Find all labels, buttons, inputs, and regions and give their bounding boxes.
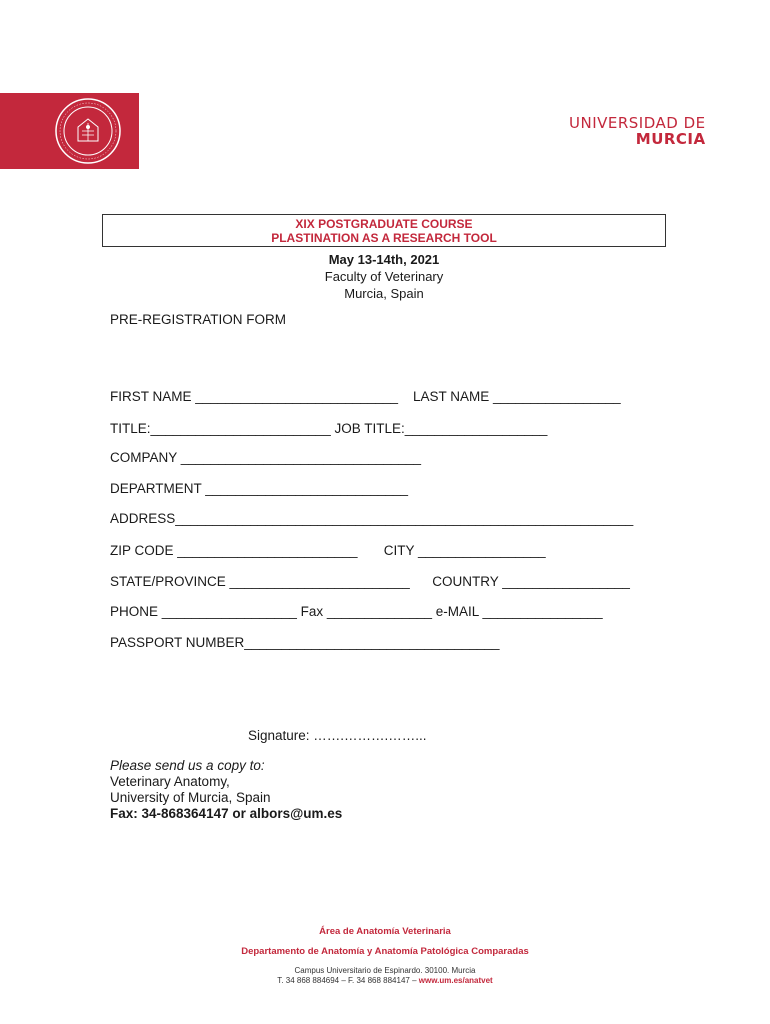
course-title-line2: PLASTINATION AS A RESEARCH TOOL	[271, 231, 497, 245]
footer-website-link[interactable]: www.um.es/anatvet	[418, 976, 493, 985]
event-location: Murcia, Spain	[344, 286, 424, 301]
company-field-row[interactable]: COMPANY ________________________________	[110, 450, 422, 465]
university-logo-line2: MURCIA	[635, 130, 706, 148]
contact-line1: Veterinary Anatomy,	[110, 774, 230, 789]
department-field-row[interactable]: DEPARTMENT ___________________________	[110, 481, 408, 496]
title-fields-row[interactable]: TITLE:________________________ JOB TITLE:___________________	[110, 421, 548, 436]
footer-phone-numbers: T. 34 868 884694 – F. 34 868 884147 –	[277, 976, 419, 985]
contact-intro: Please send us a copy to:	[110, 758, 265, 773]
footer	[0, 926, 770, 986]
footer-phones	[0, 976, 770, 986]
course-title-line1: XIX POSTGRADUATE COURSE	[295, 217, 473, 231]
contact-fax-email: Fax: 34-868364147 or albors@um.es	[110, 806, 343, 821]
phone-fax-email-fields-row[interactable]: PHONE __________________ Fax ______________ e-MAIL ________________	[110, 604, 603, 619]
event-date: May 13-14th, 2021	[328, 252, 440, 267]
footer-department: Departamento de Anatomía y Anatomía Patológica Comparadas	[241, 946, 529, 957]
contact-line2: University of Murcia, Spain	[110, 790, 271, 805]
event-info	[102, 251, 666, 302]
name-fields-row[interactable]: FIRST NAME ___________________________ LAST NAME _________________	[110, 389, 621, 404]
university-logo	[569, 115, 706, 147]
address-field-row[interactable]: ADDRESS_____________________________________________________________	[110, 511, 634, 526]
form-heading: PRE-REGISTRATION FORM	[110, 312, 287, 327]
zip-city-fields-row[interactable]: ZIP CODE ________________________ CITY _________________	[110, 543, 546, 558]
state-country-fields-row[interactable]: STATE/PROVINCE ________________________ COUNTRY _________________	[110, 574, 630, 589]
signature-field[interactable]: Signature: …….……….……...	[248, 728, 427, 743]
contact-block	[110, 758, 342, 822]
university-logo-line1: UNIVERSIDAD DE	[569, 114, 706, 132]
passport-field-row[interactable]: PASSPORT NUMBER__________________________________	[110, 635, 500, 650]
event-venue: Faculty of Veterinary	[324, 269, 444, 284]
university-seal-icon	[54, 97, 122, 165]
footer-address: Campus Universitario de Espinardo. 30100. Murcia	[294, 966, 476, 975]
footer-area: Área de Anatomía Veterinaria	[319, 926, 451, 937]
course-title-box	[102, 214, 666, 247]
university-seal-banner	[0, 93, 139, 169]
